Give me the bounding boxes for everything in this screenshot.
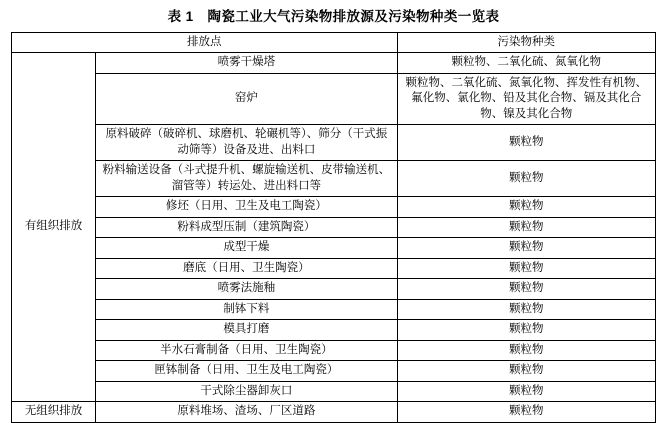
pollutant-cell: 颗粒物 (397, 381, 655, 402)
table-row (12, 238, 656, 259)
table-row (12, 361, 656, 382)
pollutant-cell: 颗粒物 (397, 238, 655, 259)
emission-point-cell: 喷雾干燥塔 (96, 53, 397, 74)
table-row (12, 381, 656, 402)
emission-point-cell: 干式除尘器卸灰口 (96, 381, 397, 402)
table-row (12, 279, 656, 300)
table-row (12, 217, 656, 238)
table-caption-number: 表 1 (167, 9, 194, 24)
emission-point-cell: 成型干燥 (96, 238, 397, 259)
emission-point-cell: 原料堆场、渣场、厂区道路 (96, 402, 397, 423)
emission-point-cell: 半水石膏制备（日用、卫生陶瓷） (96, 340, 397, 361)
table-row (12, 320, 656, 341)
emission-point-cell: 制钵下料 (96, 299, 397, 320)
pollutant-cell: 颗粒物 (397, 340, 655, 361)
table-header-row (12, 32, 656, 53)
table-row (12, 402, 656, 423)
table-row (12, 53, 656, 74)
pollutant-cell: 颗粒物 (397, 361, 655, 382)
emission-point-cell: 粉料成型压制（建筑陶瓷） (96, 217, 397, 238)
category-label-organized: 有组织排放 (12, 53, 96, 402)
pollutant-cell: 颗粒物、二氧化硫、氮氧化物、挥发性有机物、氟化物、氯化物、铅及其化合物、镉及其化合物、镍及其化合物 (397, 73, 655, 125)
pollutant-cell: 颗粒物 (397, 125, 655, 161)
header-emission-point: 排放点 (12, 32, 398, 53)
emission-point-cell: 窑炉 (96, 73, 397, 125)
table-row (12, 73, 656, 125)
emission-point-cell: 原料破碎（破碎机、球磨机、轮碾机等）、筛分（干式振动筛等）设备及进、出料口 (96, 125, 397, 161)
table-row (12, 197, 656, 218)
pollutant-cell: 颗粒物 (397, 258, 655, 279)
table-row (12, 125, 656, 161)
pollutant-cell: 颗粒物 (397, 197, 655, 218)
emission-source-table (11, 32, 656, 423)
emission-point-cell: 模具打磨 (96, 320, 397, 341)
pollutant-cell: 颗粒物 (397, 217, 655, 238)
pollutant-cell: 颗粒物 (397, 320, 655, 341)
emission-point-cell: 粉料输送设备（斗式提升机、螺旋输送机、皮带输送机、溜管等）转运处、进出料口等 (96, 161, 397, 197)
category-label-unorganized: 无组织排放 (12, 402, 96, 423)
table-row (12, 258, 656, 279)
table-caption (10, 8, 657, 26)
emission-point-cell: 磨底（日用、卫生陶瓷） (96, 258, 397, 279)
pollutant-cell: 颗粒物 (397, 279, 655, 300)
table-caption-title: 陶瓷工业大气污染物排放源及污染物种类一览表 (207, 9, 500, 24)
pollutant-cell: 颗粒物、二氧化硫、氮氧化物 (397, 53, 655, 74)
table-row (12, 340, 656, 361)
emission-point-cell: 喷雾法施釉 (96, 279, 397, 300)
table-row (12, 161, 656, 197)
pollutant-cell: 颗粒物 (397, 161, 655, 197)
emission-point-cell: 匣钵制备（日用、卫生及电工陶瓷） (96, 361, 397, 382)
emission-point-cell: 修坯（日用、卫生及电工陶瓷） (96, 197, 397, 218)
header-pollutant-type: 污染物种类 (397, 32, 655, 53)
pollutant-cell: 颗粒物 (397, 299, 655, 320)
table-row (12, 299, 656, 320)
pollutant-cell: 颗粒物 (397, 402, 655, 423)
